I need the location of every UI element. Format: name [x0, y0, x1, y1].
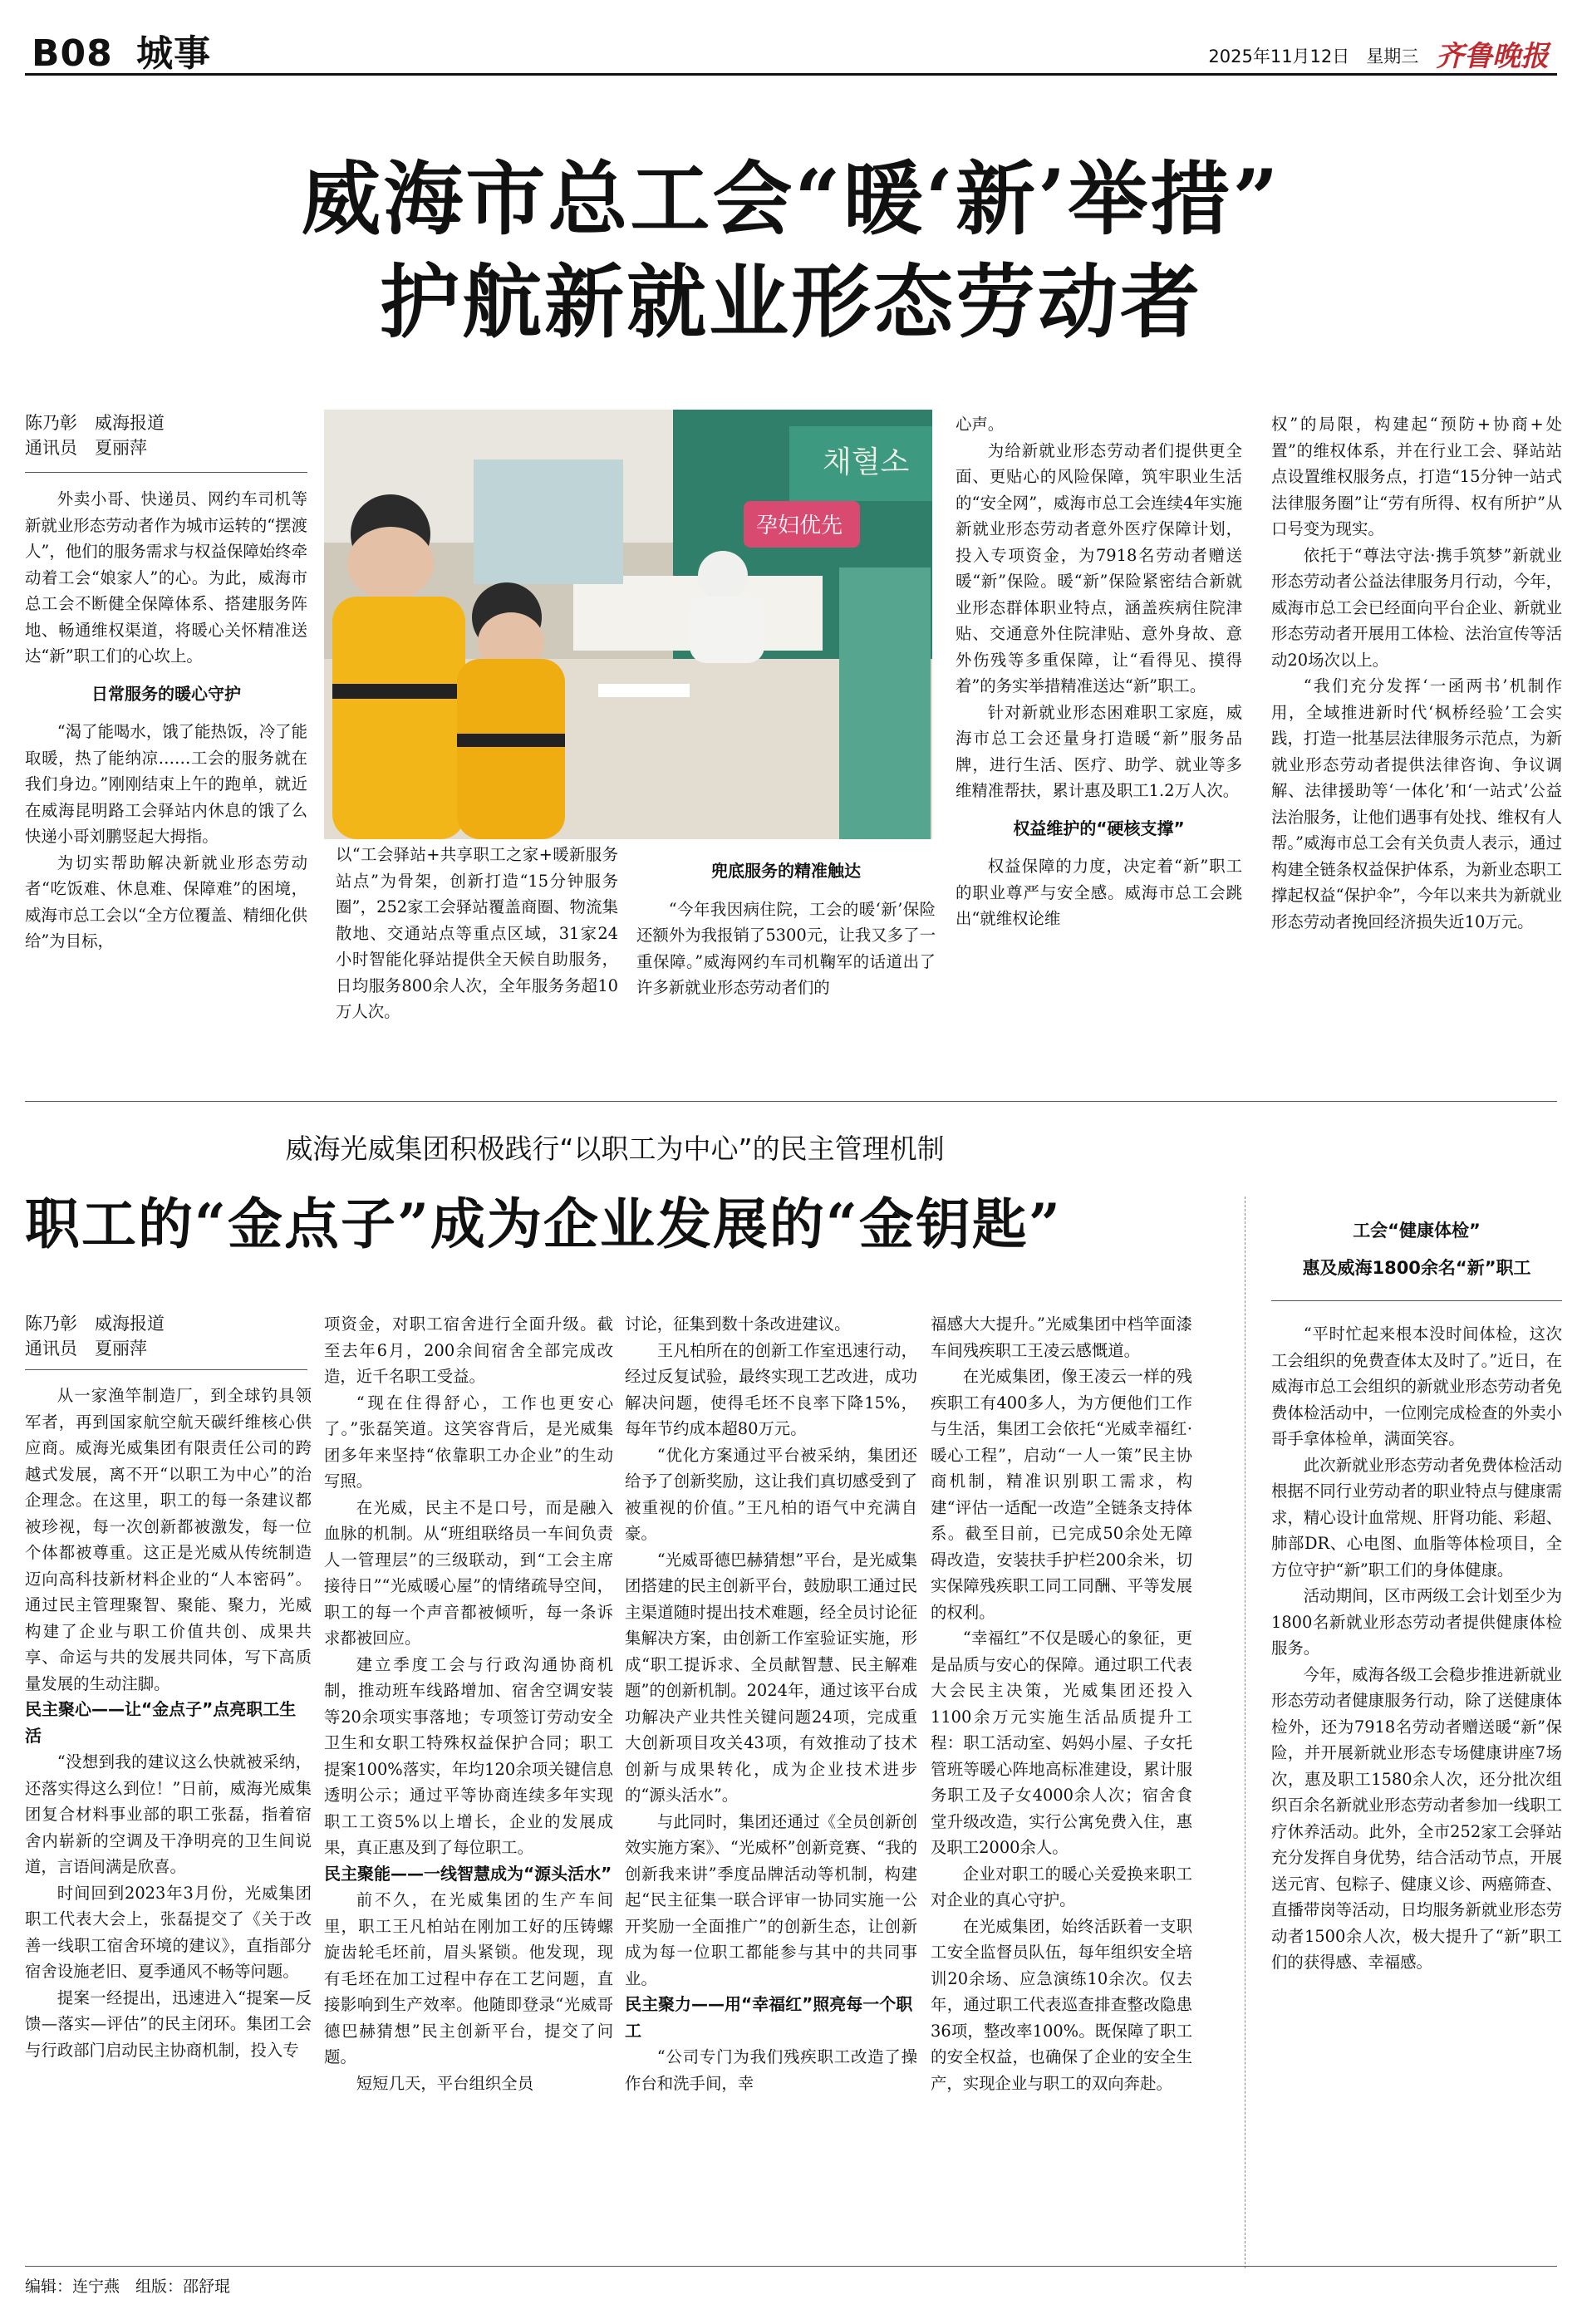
paragraph: 权益保障的力度，决定着“新”职工的职业尊严与安全感。威海市总工会跳出“就维权论维: [956, 857, 1242, 928]
article1-headline-line2: 护航新就业形态劳动者: [380, 255, 1202, 349]
paragraph: 讨论，征集到数十条改进建议。: [625, 1314, 851, 1334]
paragraph: 前不久，在光威集团的生产车间里，职工王凡柏站在刚加工好的压铸螺旋齿轮毛坯前，眉头紧锁。他发现，现有毛坯在加工过程中存在工艺问题，直接影响到生产效率。他随即登录“光威哥德巴赫猜想”民主创新平台，提交了问题。: [324, 1890, 613, 2066]
paragraph: 此次新就业形态劳动者免费体检活动根据不同行业劳动者的职业特点与健康需求，精心设计血常规、肝肾功能、彩超、肺部DR、心电图、血脂等体检项目，全方位守护“新”职工们的身体健康。: [1271, 1455, 1562, 1580]
article1-column-4: [956, 411, 1242, 1118]
paper-logo: 齐鲁晚报: [1436, 40, 1549, 73]
subheading-safety-net: 兜底服务的精准触达: [711, 861, 861, 881]
byline-correspondent: 通讯员 夏丽萍: [25, 1339, 147, 1359]
subheading-democracy-heart: 民主聚心——让“金点子”点亮职工生活: [25, 1699, 297, 1746]
paragraph: 以“工会驿站+共享职工之家+暖新服务站点”为骨架，创新打造“15分钟服务圈”，252家工会驿站覆盖商圈、物流集散地、交通站点等重点区域，31家24小时智能化驿站提供全天候自助服务，日均服务800余人次，全年服务务超10万人次。: [336, 845, 618, 1021]
byline-reporter: 陈乃彰 威海报道: [25, 1314, 165, 1334]
section-name: 城事: [136, 32, 212, 75]
paragraph: 针对新就业形态困难职工家庭，威海市总工会还量身打造暖“新”服务品牌，进行生活、医疗、助学、就业等多维精准帮扶，累计惠及职工1.2万人次。: [956, 702, 1242, 800]
subheading-democracy-strength: 民主聚力——用“幸福红”照亮每一个职工: [625, 1994, 913, 2041]
paragraph: 心声。: [956, 415, 1005, 434]
paragraph: 今年，威海各级工会稳步推进新就业形态劳动者健康服务行动，除了送健康体检外，还为7918名劳动者赠送暖“新”保险，并开展新就业形态专场健康讲座7场次，惠及职工1580余人次，还分批次组织百余名新就业形态劳动者参加一线职工疗休养活动。此外，全市252家工会驿站充分发挥自身优势，结合活动节点，开展送元宵、包粽子、健康义诊、两癌筛查、直播带岗等活动，日均服务新就业形态劳动者1500余人次，极大提升了“新”职工们的获得感、幸福感。: [1271, 1664, 1562, 1972]
photo-sign-korean: 채혈소: [823, 445, 910, 479]
paragraph: “优化方案通过平台被采纳，集团还给予了创新奖励，这让我们真切感受到了被重视的价值。”王凡柏的语气中充满自豪。: [625, 1445, 917, 1543]
article1-column-3: [636, 842, 936, 1120]
paragraph: “幸福红”不仅是暖心的象征，更是品质与安心的保障。通过职工代表大会民主决策，光威集团还投入1100余万元实施生活品质提升工程：职工活动室、妈妈小屋、子女托管班等暖心阵地高标准建设，累计服务职工及子女4000余人次；宿舍食堂升级改造，实行公寓免费入住，惠及职工2000余人。: [931, 1629, 1192, 1857]
byline-rule: [25, 472, 307, 473]
article-divider: [25, 1101, 1557, 1102]
editor-credit: 编辑：连宁燕 组版：邵舒琨: [25, 2277, 231, 2296]
paragraph: 与此同时，集团还通过《全员创新创效实施方案》、“光威杯”创新竞赛、“我的创新我来讲”季度品牌活动等机制，构建起“民主征集一联合评审一协同实施一公开奖励一全面推广”的创新生态，让创新成为每一位职工都能参与其中的共同事业。: [625, 1811, 917, 1988]
paragraph: 在光威集团，始终活跃着一支职工安全监督员队伍，每年组织安全培训20余场、应急演练10余次。仅去年，通过职工代表巡查排查整改隐患36项，整改率100%。既保障了职工的安全权益，也确保了企业的安全生产，实现企业与职工的双向奔赴。: [931, 1916, 1192, 2093]
paragraph: 王凡柏所在的创新工作室迅速行动，经过反复试验，最终实现工艺改进，成功解决问题，使得毛坯不良率下降15%，每年节约成本超80万元。: [625, 1340, 917, 1438]
paragraph: 提案一经提出，迅速进入“提案—反馈—落实—评估”的民主闭环。集团工会与行政部门启动民主协商机制，投入专: [25, 1987, 312, 2060]
paragraph: “光威哥德巴赫猜想”平台，是光威集团搭建的民主创新平台，鼓励职工通过民主渠道随时提出技术难题，经全员讨论征集解决方案，由创新工作室验证实施，形成“职工提诉求、全员献智慧、民主解难题”的创新机制。2024年，通过该平台成功解决产业共性关键问题24项，完成重大创新项目攻关43项，有效推动了技术创新与成果转化，成为企业技术进步的“源头活水”。: [625, 1550, 917, 1805]
paragraph: 依托于“尊法守法·携手筑梦”新就业形态劳动者公益法律服务月行动，今年，威海市总工会已经面向平台企业、新就业形态劳动者开展用工体检、法治宣传等活动20场次以上。: [1271, 545, 1562, 670]
subheading-rights: 权益维护的“硬核支撑”: [1013, 818, 1185, 838]
byline-reporter: 陈乃彰 威海报道: [25, 413, 165, 433]
article2-column-1: [25, 1383, 312, 2263]
paragraph: 福感大大提升。”光威集团中档竿面漆车间残疾职工王凌云感慨道。: [931, 1314, 1192, 1360]
issue-date: 2025年11月12日: [1208, 47, 1350, 66]
byline-rule-2: [25, 1369, 307, 1370]
article2-byline: [25, 1311, 165, 1361]
paragraph: 企业对职工的暖心关爱换来职工对企业的真心守护。: [931, 1864, 1192, 1909]
article2-column-2: [324, 1311, 613, 2265]
paragraph: “公司专门为我们残疾职工改造了操作台和洗手间，幸: [625, 2047, 917, 2093]
paragraph: “没想到我的建议这么快就被采纳，还落实得这么到位！”日前，威海光威集团复合材料事业部的职工张磊，指着宿舍内崭新的空调及干净明亮的卫生间说道，言语间满是欣喜。: [25, 1752, 312, 1876]
article2-headline: 职工的“金点子”成为企业发展的“金钥匙”: [25, 1191, 1062, 1256]
article-photo-workers-at-hospital: [324, 410, 932, 839]
paragraph: 在光威集团，像王凌云一样的残疾职工有400多人，为方便他们工作与生活，集团工会依托“光威幸福红·暖心工程”，启动“一人一策”民主协商机制，精准识别职工需求，构建“评估一适配一改造”全链条支持体系。截至目前，已完成50余处无障碍改造，安装扶手护栏200余米，切实保障残疾职工同工同酬、平等发展的权利。: [931, 1367, 1192, 1622]
subheading-democracy-energy: 民主聚能——一线智慧成为“源头活水”: [324, 1863, 612, 1884]
paragraph: “现在住得舒心，工作也更安心了。”张磊笑道。这笑容背后，是光威集团多年来坚持“依靠职工办企业”的生动写照。: [324, 1393, 613, 1491]
paragraph: 时间回到2023年3月份，光威集团职工代表大会上，张磊提交了《关于改善一线职工宿舍环境的建议》，直指部分宿舍设施老旧、夏季通风不畅等问题。: [25, 1883, 312, 1981]
paragraph: “我们充分发挥‘一函两书’机制作用，全域推进新时代‘枫桥经验’工会实践，打造一批基层法律服务示范点，为新就业形态劳动者提供法律咨询、争议调解、法律援助等‘一体化’和‘一站式’公益法治服务，让他们遇事有处找、维权有人帮。”威海市总工会有关负责人表示，通过构建全链条权益保护体系，为新业态职工撑起权益“保护伞”，今年以来共为新就业形态劳动者挽回经济损失近10万元。: [1271, 676, 1562, 931]
article1-byline: [25, 410, 165, 460]
article1-column-1: [25, 486, 307, 1034]
article1-column-2: [336, 842, 618, 1120]
sidebar-headline-line1: 工会“健康体检”: [1353, 1221, 1481, 1241]
paragraph: 建立季度工会与行政沟通协商机制，推动班车线路增加、宿舍空调安装等20余项实事落地；专项签订劳动安全卫生和女职工特殊权益保护合同；职工提案100%落实，年均120余项关键信息透明公示；通过平等协商连续多年实现职工工资5%以上增长，企业的发展成果，真正惠及到了每位职工。: [324, 1654, 613, 1857]
subheading-daily-service: 日常服务的暖心守护: [91, 683, 241, 704]
paragraph: 外卖小哥、快递员、网约车司机等新就业形态劳动者作为城市运转的“摆渡人”，他们的服务需求与权益保障始终牵动着工会“娘家人”的心。为此，威海市总工会不断健全保障体系、搭建服务阵地、畅通维权渠道，将暖心关怀精准送达“新”职工们的心坎上。: [25, 489, 307, 666]
paragraph: 为给新就业形态劳动者们提供更全面、更贴心的风险保障，筑牢职业生活的“安全网”，威海市总工会连续4年实施新就业形态劳动者意外医疗保障计划，投入专项资金，为7918名劳动者赠送暖“新”保险。暖“新”保险紧密结合新就业形态群体职业特点，涵盖疾病住院津贴、交通意外住院津贴、意外身故、意外伤残等多重保障，让“看得见、摸得着”的务实举措精准送达“新”职工。: [956, 440, 1242, 695]
photo-sign-priority: 孕妇优先: [756, 513, 843, 538]
paragraph: 项资金，对职工宿舍进行全面升级。截至去年6月，200余间宿舍全部完成改造，近千名职工受益。: [324, 1314, 613, 1386]
article1-headline-line1: 威海市总工会“暖‘新’举措”: [301, 152, 1281, 246]
paragraph: 在光威，民主不是口号，而是融入血脉的机制。从“班组联络员一车间负责人一管理层”的三级联动，到“工会主席接待日”“光威暖心屋”的情绪疏导空间，职工的每一个声音都被倾听，每一条诉求都被回应。: [324, 1497, 613, 1648]
masthead: [1208, 33, 1549, 74]
paragraph: 从一家渔竿制造厂，到全球钓具领军者，再到国家航空航天碳纤维核心供应商。威海光威集团有限责任公司的跨越式发展，离不开“以职工为中心”的治企理念。在这里，职工的每一条建议都被珍视，每一次创新都被激发，每一位个体都被尊重。这正是光威从传统制造迈向高科技新材料企业的“人本密码”。通过民主管理聚智、聚能、聚力，光威构建了企业与职工价值共创、成果共享、命运与共的发展共同体，写下高质量发展的生动注脚。: [25, 1386, 312, 1693]
header-rule: [25, 73, 1557, 76]
byline-correspondent: 通讯员 夏丽萍: [25, 438, 147, 458]
paragraph: “渴了能喝水，饿了能热饭，冷了能取暖，热了能纳凉……工会的服务就在我们身边。”刚刚结束上午的跑单，就近在威海昆明路工会驿站内休息的饿了么快递小哥刘鹏竖起大拇指。: [25, 722, 307, 846]
photo-illustration: [324, 410, 932, 839]
article1-column-5: [1271, 411, 1562, 1118]
article2-kicker: 威海光威集团积极践行“以职工为中心”的民主管理机制: [285, 1133, 945, 1165]
paragraph: “今年我因病住院，工会的暖‘新’保险还额外为我报销了5300元，让我又多了一重保障。”威海网约车司机鞠军的话道出了许多新就业形态劳动者们的: [636, 899, 936, 997]
paragraph: “平时忙起来根本没时间体检，这次工会组织的免费查体太及时了。”近日，在威海市总工会组织的新就业形态劳动者免费体检活动中，一位刚完成检查的外卖小哥手拿体检单，满面笑容。: [1271, 1324, 1562, 1448]
sidebar-rule: [1271, 1300, 1562, 1301]
page-number: B08: [32, 32, 113, 75]
page-section-header: [32, 23, 211, 76]
paragraph: 为切实帮助解决新就业形态劳动者“吃饭难、休息难、保障难”的困境，威海市总工会以“全方位覆盖、精细化供给”为目标，: [25, 852, 307, 951]
sidebar-body: [1271, 1321, 1562, 2264]
article2-column-3: [625, 1311, 917, 2265]
article2-column-4: [931, 1311, 1192, 2265]
sidebar-headline-line2: 惠及威海1800余名“新”职工: [1302, 1258, 1531, 1278]
paragraph: 活动期间，区市两级工会计划至少为1800名新就业形态劳动者提供健康体检服务。: [1271, 1586, 1562, 1658]
paragraph: 短短几天，平台组织全员: [356, 2073, 534, 2093]
footer-rule: [25, 2266, 1557, 2267]
paragraph: 权”的局限，构建起“预防+协商+处置”的维权体系，并在行业工会、驿站站点设置维权服务点，打造“15分钟一站式法律服务圈”让“劳有所得、权有所护”从口号变为现实。: [1271, 415, 1562, 538]
issue-weekday: 星期三: [1366, 47, 1419, 66]
